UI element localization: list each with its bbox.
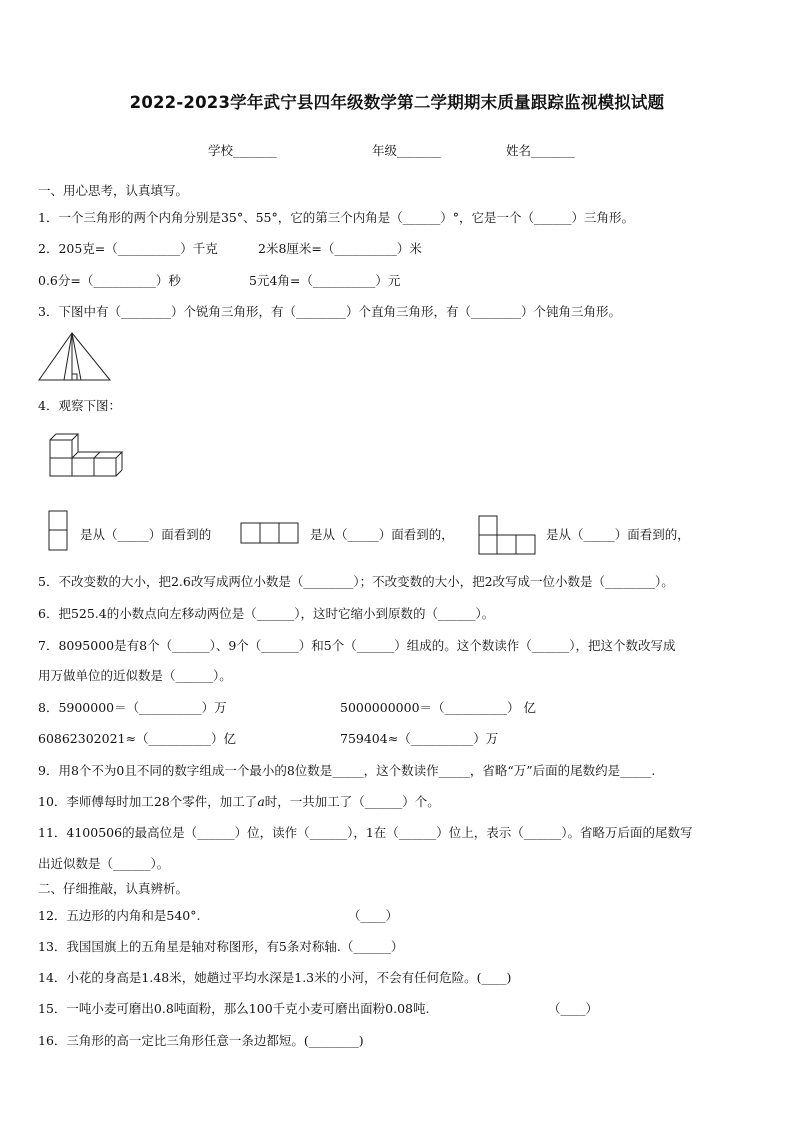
question-11-line-2: 出近似数是（______）。 (38, 856, 170, 871)
question-2-part-b: 2米8厘米=（__________）米 (258, 241, 422, 256)
question-9: 9．用8个不为0且不同的数字组成一个最小的8位数是_____，这个数读作_____，省略“万”后面的尾数约是_____. (38, 763, 656, 778)
school-field: 学校_______ (208, 143, 277, 158)
name-field: 姓名_______ (506, 143, 575, 158)
question-6: 6．把525.4的小数点向左移动两位是（______），这时它缩小到原数的（______）。 (38, 606, 495, 621)
question-5: 5．不改变数的大小，把2.6改写成两位小数是（________）；不改变数的大小，把2改写成一位小数是（________）。 (38, 574, 674, 589)
question-2-part-a: 2．205克=（__________）千克 (38, 241, 218, 256)
question-8-part-d: 759404≈（__________）万 (340, 731, 499, 746)
question-10 (38, 792, 440, 810)
question-2-part-d: 5元4角=（__________）元 (249, 273, 401, 288)
page-title: 2022-2023学年武宁县四年级数学第二学期期末质量跟踪监视模拟试题 (129, 93, 665, 112)
grade-field: 年级_______ (372, 143, 441, 158)
question-7-line-2: 用万做单位的近似数是（______）。 (38, 668, 232, 683)
question-8-part-a: 8．5900000＝（__________）万 (38, 700, 227, 715)
view-vertical-two-squares (48, 510, 70, 552)
question-1: 1．一个三角形的两个内角分别是35°、55°，它的第三个内角是（______）°，它是一个（______）三角形。 (38, 210, 635, 225)
view-2-caption: 是从（_____）面看到的， (310, 527, 454, 542)
question-15: 15．一吨小麦可磨出0.8吨面粉，那么100千克小麦可磨出面粉0.08吨. (38, 1001, 430, 1016)
section-2-heading: 二、仔细推敲，认真辨析。 (38, 881, 189, 896)
question-3: 3．下图中有（________）个锐角三角形，有（________）个直角三角形，有（________）个钝角三角形。 (38, 304, 621, 319)
cube-arrangement-figure (46, 430, 122, 486)
view-horizontal-three-squares (240, 522, 302, 546)
question-14: 14．小花的身高是1.48米，她趟过平均水深是1.3米的小河，不会有任何危险。(____) (38, 970, 512, 985)
question-16: 16．三角形的高一定比三角形任意一条边都短。(________) (38, 1033, 364, 1048)
question-12-answer-blank: （____） (348, 908, 399, 923)
question-11-line-1: 11．4100506的最高位是（______）位，读作（______），1在（______）位上，表示（______）。省略万后面的尾数写 (38, 825, 693, 840)
view-l-shape-four-squares (478, 515, 540, 557)
question-7-line-1: 7．8095000是有8个（______）、9个（______）和5个（______）组成的。这个数读作（______），把这个数改写成 (38, 638, 676, 653)
question-13: 13．我国国旗上的五角星是轴对称图形，有5条对称轴.（______） (38, 939, 404, 954)
view-3-caption: 是从（_____）面看到的， (546, 527, 690, 542)
question-2-part-c: 0.6分=（__________）秒 (38, 273, 181, 288)
question-8-part-b: 5000000000＝（__________） 亿 (340, 700, 537, 715)
question-10-text-a: 10．李师傅每时加工28个零件，加工了 (38, 794, 258, 809)
question-4: 4．观察下图： (38, 398, 121, 413)
variable-a: a (257, 794, 265, 809)
question-10-text-b: 时，一共加工了（______）个。 (264, 794, 440, 809)
view-1-caption: 是从（_____）面看到的 (80, 527, 212, 542)
section-1-heading: 一、用心思考，认真填写。 (38, 183, 189, 198)
question-8-part-c: 60862302021≈（__________）亿 (38, 731, 236, 746)
question-12: 12．五边形的内角和是540°. (38, 908, 201, 923)
question-15-answer-blank: （____） (548, 1001, 599, 1016)
triangle-figure (38, 331, 112, 383)
